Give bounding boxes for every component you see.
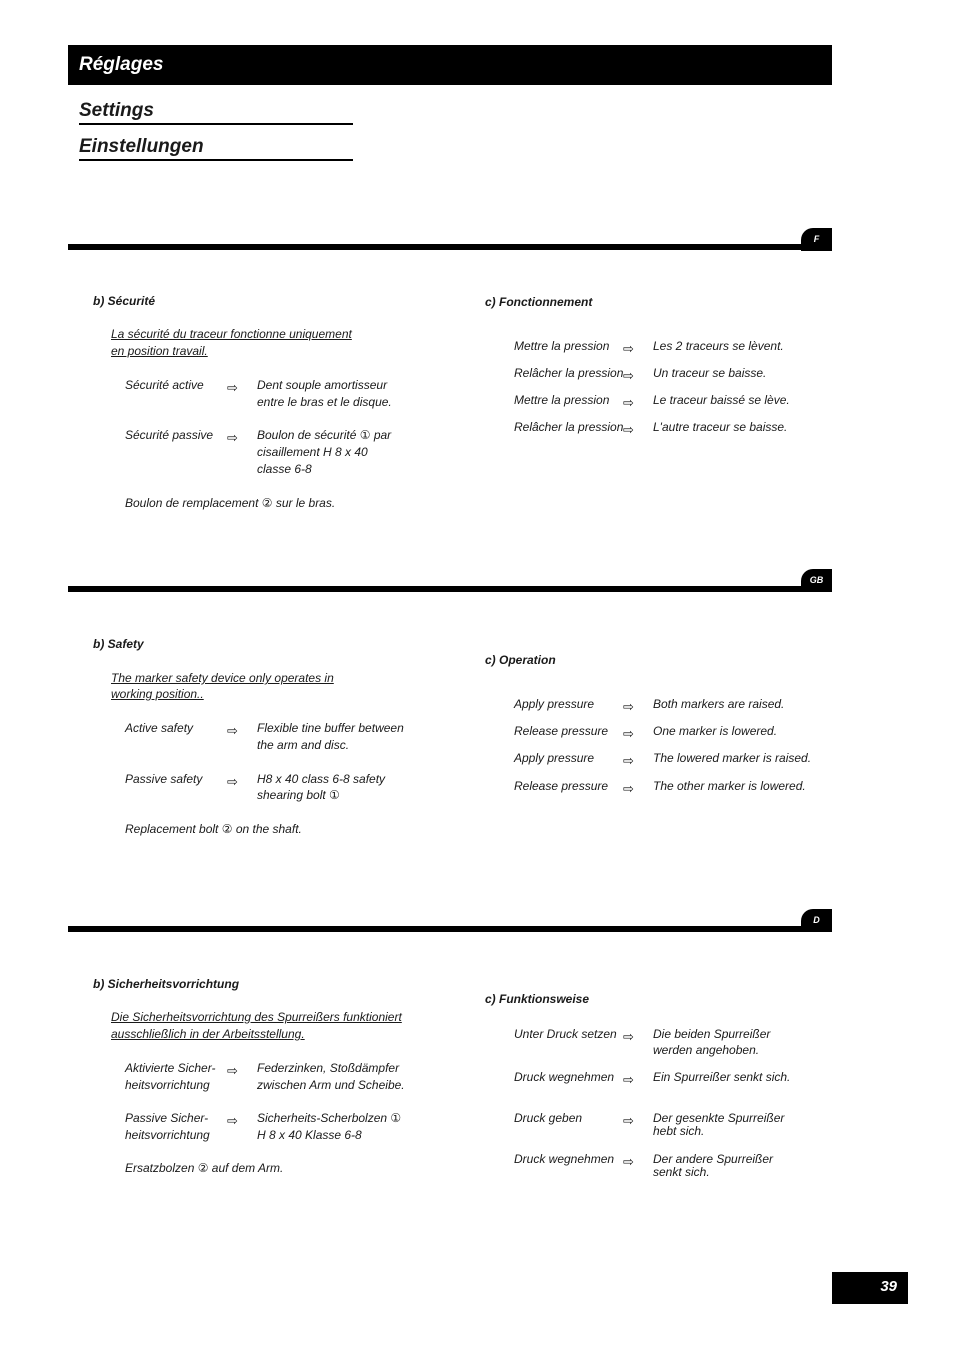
operation-action-d-4: Druck wegnehmen: [514, 1152, 615, 1166]
safety-heading-d: b) Sicherheitsvorrichtung: [93, 977, 240, 991]
section-divider-f: [68, 244, 832, 250]
safety-label-gb-passive: Passive safety: [125, 772, 203, 786]
section-divider-gb: [68, 586, 832, 592]
safety-desc-gb-passive-line1: H8 x 40 class 6-8 safety: [257, 772, 386, 786]
safety-label-d-active-line2: heitsvorrichtung: [125, 1078, 210, 1092]
safety-desc-gb-active-line2: the arm and disc.: [257, 738, 350, 752]
operation-result-d-4-line1: Der andere Spurreißer: [653, 1152, 774, 1166]
operation-action-gb-3: Apply pressure: [514, 751, 595, 765]
safety-intro-f-line1: La sécurité du traceur fonctionne uniquement: [111, 327, 352, 341]
operation-result-f-3: Le traceur baissé se lève.: [653, 393, 790, 407]
safety-desc-f-passive-line1: Boulon de sécurité ① par: [257, 428, 392, 442]
section-divider-d: [68, 926, 832, 932]
arrow-icon: ⇨: [623, 726, 634, 741]
operation-action-f-2: Relâcher la pression: [514, 366, 624, 380]
safety-desc-d-passive-line1: Sicherheits-Scherbolzen ①: [257, 1111, 402, 1125]
safety-note-gb: Replacement bolt ② on the shaft.: [125, 822, 302, 836]
safety-label-d-passive-line1: Passive Sicher-: [125, 1111, 209, 1125]
safety-label-gb-active: Active safety: [125, 721, 194, 735]
operation-action-f-4: Relâcher la pression: [514, 420, 624, 434]
operation-action-gb-1: Apply pressure: [514, 697, 595, 711]
safety-desc-f-passive-line3: classe 6-8: [257, 462, 312, 476]
language-tab-d: D: [801, 909, 832, 932]
safety-intro-gb-line1: The marker safety device only operates in: [111, 671, 334, 685]
safety-intro-f-line2: en position travail.: [111, 344, 208, 358]
arrow-icon: ⇨: [623, 1113, 634, 1128]
arrow-icon: ⇨: [623, 1154, 634, 1169]
arrow-icon: ⇨: [623, 1029, 634, 1044]
safety-intro-gb-line2: working position..: [111, 687, 204, 701]
arrow-icon: ⇨: [227, 1113, 238, 1128]
safety-note-f: Boulon de remplacement ② sur le bras.: [125, 496, 336, 510]
operation-heading-d: c) Funktionsweise: [485, 992, 590, 1006]
arrow-icon: ⇨: [227, 774, 238, 789]
safety-desc-f-active-line1: Dent souple amortisseur: [257, 378, 388, 392]
arrow-icon: ⇨: [623, 422, 634, 437]
operation-action-gb-4: Release pressure: [514, 779, 609, 793]
language-tab-f: F: [801, 228, 832, 251]
arrow-icon: ⇨: [623, 753, 634, 768]
arrow-icon: ⇨: [623, 781, 634, 796]
operation-result-f-4: L'autre traceur se baisse.: [653, 420, 788, 434]
safety-heading-gb: b) Safety: [93, 637, 144, 651]
safety-desc-gb-passive-line2: shearing bolt ①: [257, 788, 340, 802]
operation-action-f-3: Mettre la pression: [514, 393, 610, 407]
operation-action-gb-2: Release pressure: [514, 724, 609, 738]
arrow-icon: ⇨: [623, 395, 634, 410]
arrow-icon: ⇨: [623, 1072, 634, 1087]
arrow-icon: ⇨: [227, 1063, 238, 1078]
operation-result-gb-1: Both markers are raised.: [653, 697, 785, 711]
operation-result-d-4-line2: senkt sich.: [653, 1165, 710, 1179]
operation-heading-gb: c) Operation: [485, 653, 556, 667]
safety-heading-f: b) Sécurité: [93, 294, 156, 308]
operation-result-gb-3: The lowered marker is raised.: [653, 751, 812, 765]
safety-desc-gb-active-line1: Flexible tine buffer between: [257, 721, 404, 735]
safety-desc-d-active-line2: zwischen Arm und Scheibe.: [257, 1078, 405, 1092]
arrow-icon: ⇨: [623, 341, 634, 356]
operation-result-d-1-line1: Die beiden Spurreißer: [653, 1027, 771, 1041]
safety-label-d-passive-line2: heitsvorrichtung: [125, 1128, 210, 1142]
operation-action-f-1: Mettre la pression: [514, 339, 610, 353]
operation-result-d-3-line1: Der gesenkte Spurreißer: [653, 1111, 785, 1125]
operation-result-f-2: Un traceur se baisse.: [653, 366, 767, 380]
arrow-icon: ⇨: [227, 723, 238, 738]
safety-desc-f-passive-line2: cisaillement H 8 x 40: [257, 445, 368, 459]
arrow-icon: ⇨: [227, 380, 238, 395]
operation-action-d-2: Druck wegnehmen: [514, 1070, 615, 1084]
page-number: 39: [832, 1272, 908, 1304]
safety-label-f-passive: Sécurité passive: [125, 428, 214, 442]
safety-desc-d-passive-line2: H 8 x 40 Klasse 6-8: [257, 1128, 362, 1142]
operation-action-d-1: Unter Druck setzen: [514, 1027, 617, 1041]
operation-result-d-2: Ein Spurreißer senkt sich.: [653, 1070, 791, 1084]
language-tab-gb: GB: [801, 569, 832, 592]
safety-label-f-active: Sécurité active: [125, 378, 204, 392]
safety-note-d: Ersatzbolzen ② auf dem Arm.: [125, 1161, 284, 1175]
operation-result-d-3-line2: hebt sich.: [653, 1124, 705, 1138]
operation-heading-f: c) Fonctionnement: [485, 295, 593, 309]
operation-result-gb-4: The other marker is lowered.: [653, 779, 806, 793]
subtitle-english: Settings: [79, 100, 353, 125]
arrow-icon: ⇨: [623, 368, 634, 383]
arrow-icon: ⇨: [227, 430, 238, 445]
safety-label-d-active-line1: Aktivierte Sicher-: [125, 1061, 216, 1075]
safety-desc-f-active-line2: entre le bras et le disque.: [257, 395, 392, 409]
safety-intro-d-line1: Die Sicherheitsvorrichtung des Spurreißers funktioniert: [111, 1010, 402, 1024]
page-title: Réglages: [68, 45, 832, 85]
safety-intro-d-line2: ausschließlich in der Arbeitsstellung.: [111, 1027, 305, 1041]
subtitle-german: Einstellungen: [79, 136, 353, 161]
operation-result-f-1: Les 2 traceurs se lèvent.: [653, 339, 784, 353]
operation-result-gb-2: One marker is lowered.: [653, 724, 778, 738]
safety-desc-d-active-line1: Federzinken, Stoßdämpfer: [257, 1061, 400, 1075]
arrow-icon: ⇨: [623, 699, 634, 714]
operation-action-d-3: Druck geben: [514, 1111, 583, 1125]
operation-result-d-1-line2: werden angehoben.: [653, 1043, 760, 1057]
